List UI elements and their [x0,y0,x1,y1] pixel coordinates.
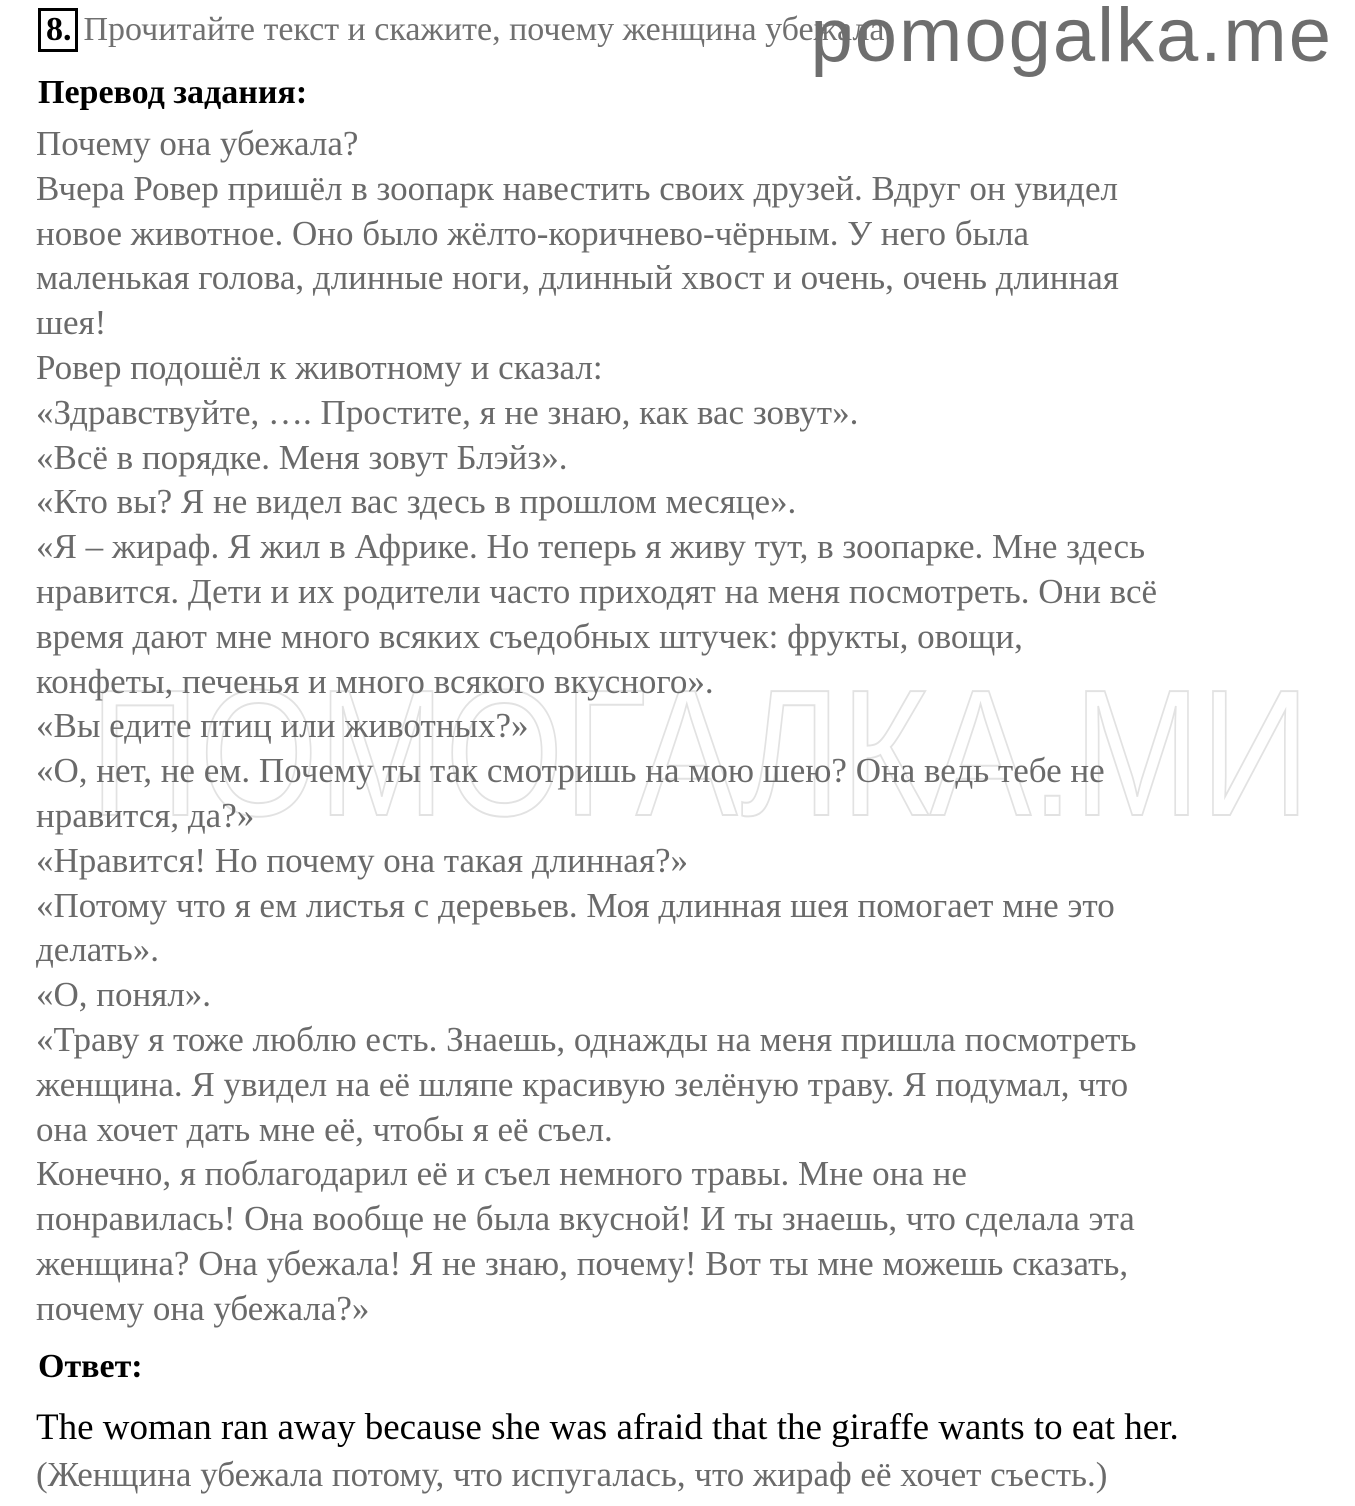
translation-line: конфеты, печенья и много всякого вкусного». [36,661,714,701]
translation-line: «Нравится! Но почему она такая длинная?» [36,840,688,880]
translation-line: нравится. Дети и их родители часто приходят на меня посмотреть. Они всё [36,571,1158,611]
translation-line: время дают мне много всяких съедобных штучек: фрукты, овощи, [36,616,1023,656]
translation-heading: Перевод задания: [38,74,308,111]
translation-line: Конечно, я поблагодарил её и съел немного травы. Мне она не [36,1154,967,1194]
task-instruction: Прочитайте текст и скажите, почему женщина убежала. [83,11,894,48]
translation-line: маленькая голова, длинные ноги, длинный хвост и очень, очень длинная [36,258,1119,298]
translation-line: «Потому что я ем листья с деревьев. Моя длинная шея помогает мне это [36,885,1115,925]
translation-line: почему она убежала?» [36,1288,370,1328]
translation-line: «Траву я тоже люблю есть. Знаешь, однажды на меня пришла посмотреть [36,1019,1137,1059]
translation-line: делать». [36,930,159,970]
translation-line: женщина? Она убежала! Я не знаю, почему! Вот ты мне можешь сказать, [36,1243,1129,1283]
translation-line: Вчера Ровер пришёл в зоопарк навестить своих друзей. Вдруг он увидел [36,168,1118,208]
translation-line: «О, понял». [36,975,212,1015]
translation-line: Ровер подошёл к животному и сказал: [36,347,603,387]
answer-heading: Ответ: [38,1348,143,1385]
translation-line: шея! [36,303,107,343]
translation-text [36,122,1326,1332]
answer-russian: (Женщина убежала потому, что испугалась, что жираф её хочет съесть.) [36,1455,1108,1494]
task-header [38,6,893,54]
translation-line: «Здравствуйте, …. Простите, я не знаю, как вас зовут». [36,392,859,432]
translation-line: «Вы едите птиц или животных?» [36,706,529,746]
translation-line: она хочет дать мне её, чтобы я её съел. [36,1109,613,1149]
svg-text:ПОМОГАЛКА.МИ: ПОМОГАЛКА.МИ [90,660,1310,840]
translation-line: «О, нет, не ем. Почему ты так смотришь на мою шею? Она ведь тебе не [36,751,1105,791]
translation-line: понравилась! Она вообще не была вкусной! И ты знаешь, что сделала эта [36,1199,1135,1239]
task-number: 8. [38,8,78,52]
answer-english: The woman ran away because she was afraid that the giraffe wants to eat her. [36,1407,1179,1448]
translation-line: Почему она убежала? [36,124,359,163]
translation-line: новое животное. Оно было жёлто-коричнево-чёрным. У него была [36,213,1030,253]
translation-line: нравится, да?» [36,795,255,835]
translation-line: женщина. Я увидел на её шляпе красивую зелёную траву. Я подумал, что [36,1064,1129,1104]
translation-line: «Я – жираф. Я жил в Африке. Но теперь я живу тут, в зоопарке. Мне здесь [36,527,1146,567]
translation-line: «Кто вы? Я не видел вас здесь в прошлом месяце». [36,482,797,522]
translation-line: «Всё в порядке. Меня зовут Блэйз». [36,437,568,477]
watermark-logo: pomogalka.me [810,0,1333,78]
